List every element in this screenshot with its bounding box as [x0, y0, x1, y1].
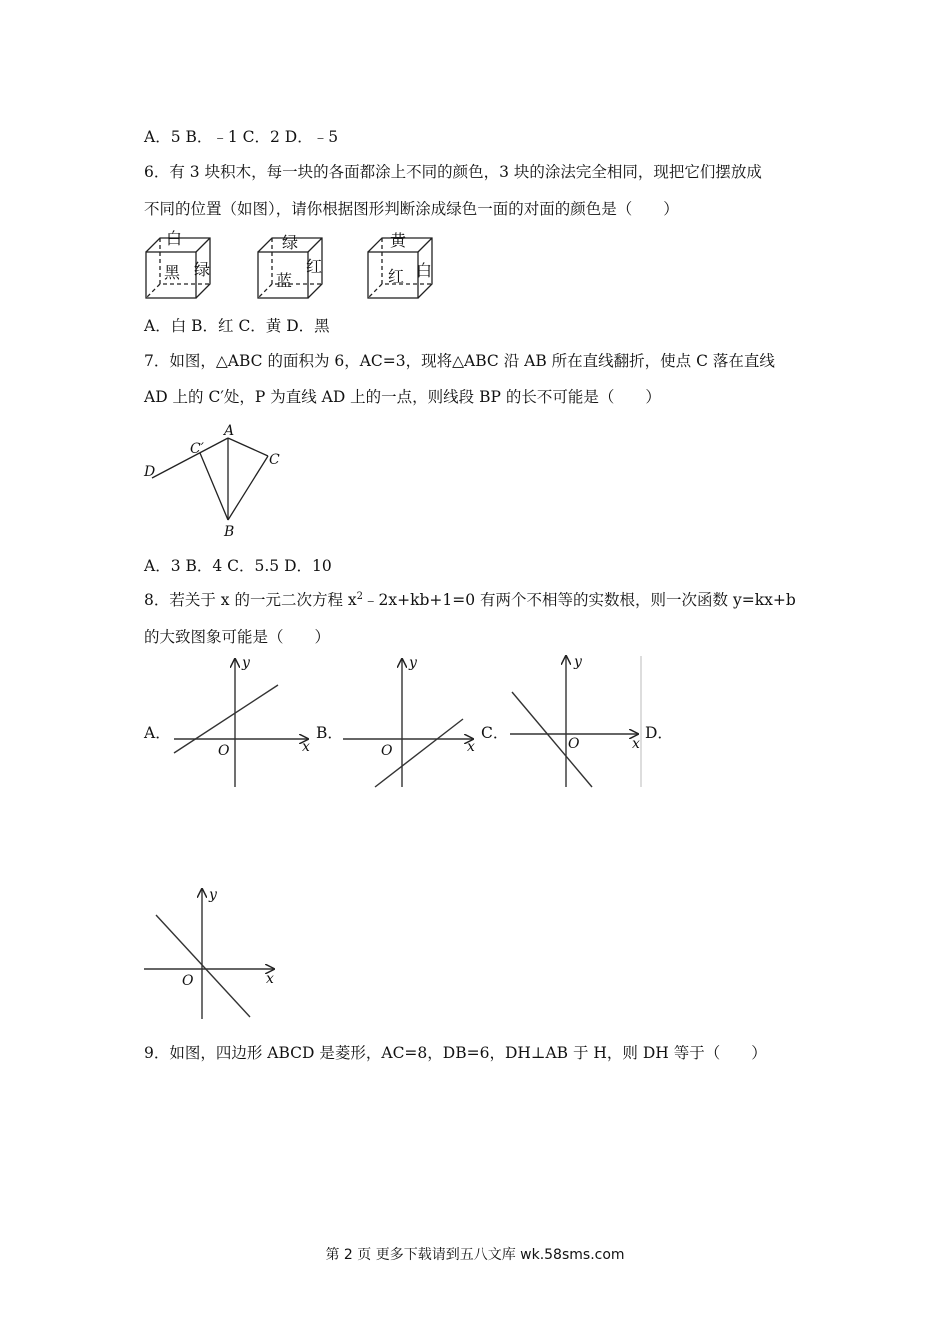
- q8-b-x-label: x: [467, 739, 475, 755]
- q6-options: A．白 B．红 C．黄 D．黑: [144, 317, 330, 335]
- q7-text-line2: AD 上的 C′处，P 为直线 AD 上的一点，则线段 BP 的长不可能是（ ）: [144, 388, 661, 406]
- page-footer: 第 2 页 更多下载请到五八文库 wk.58sms.com: [325, 1247, 625, 1263]
- cube2-front-label: 蓝: [276, 271, 293, 290]
- cube1-side-label: 绿: [194, 260, 211, 279]
- q7-label-b: B: [224, 524, 235, 540]
- q8-option-c-label: C．: [481, 724, 509, 742]
- q8-option-b-label: B．: [316, 724, 343, 742]
- q7-text-line1: 7．如图，△ABC 的面积为 6，AC=3，现将△ABC 沿 AB 所在直线翻折，使点 C 落在直线: [144, 352, 775, 370]
- q8-d-y-label: y: [209, 887, 217, 903]
- q8-c-origin-label: O: [568, 736, 580, 752]
- cube2-top-label: 绿: [282, 233, 299, 252]
- q8-graph-b: [341, 655, 479, 790]
- q8-option-a-label: A．: [144, 724, 171, 742]
- q8-a-x-label: x: [302, 739, 310, 755]
- q5-options: A．5 B．﹣1 C．2 D．﹣5: [144, 128, 339, 146]
- q7-label-c-prime: C′: [190, 441, 204, 457]
- q8-text-line2: 的大致图象可能是（ ）: [144, 628, 331, 646]
- q8-d-x-label: x: [266, 971, 274, 987]
- q8-c-x-label: x: [632, 736, 640, 752]
- q8-b-y-label: y: [409, 655, 417, 671]
- q7-triangle-figure: [140, 420, 285, 540]
- cube3-side-label: 白: [416, 261, 433, 280]
- cube3-top-label: 黄: [390, 231, 407, 250]
- q8-text-line1-b: ﹣2x+kb+1=0 有两个不相等的实数根，则一次函数 y=kx+b: [363, 591, 796, 609]
- q8-a-y-label: y: [242, 655, 250, 671]
- q8-graph-d: [142, 885, 280, 1021]
- cube3-front-label: 红: [388, 267, 405, 286]
- q7-label-c: C: [269, 452, 280, 468]
- cube2-side-label: 红: [306, 257, 323, 276]
- q8-c-y-label: y: [574, 654, 582, 670]
- q8-exponent: 2: [356, 590, 364, 602]
- q8-graph-c: [508, 650, 644, 790]
- q6-text-line2: 不同的位置（如图），请你根据图形判断涂成绿色一面的对面的颜色是（ ）: [144, 200, 679, 218]
- q8-option-d-label: D．: [645, 724, 673, 742]
- q9-text-line1: 9．如图，四边形 ABCD 是菱形，AC=8，DB=6，DH⊥AB 于 H，则 DH 等于（ ）: [144, 1044, 767, 1062]
- q8-graph-a: [172, 655, 314, 790]
- q7-options: A．3 B．4 C．5.5 D．10: [144, 557, 332, 575]
- cube1-front-label: 黑: [164, 263, 181, 282]
- q7-label-d: D: [144, 464, 156, 480]
- q8-b-origin-label: O: [381, 743, 393, 759]
- cube1-top-label: 白: [166, 230, 183, 248]
- q6-cubes-figure: [142, 230, 442, 302]
- q8-d-origin-label: O: [182, 973, 194, 989]
- q8-text-line1: [144, 590, 796, 610]
- q7-label-a: A: [224, 423, 235, 439]
- q6-text-line1: 6．有 3 块积木，每一块的各面都涂上不同的颜色，3 块的涂法完全相同，现把它们摆放成: [144, 163, 762, 181]
- q8-a-origin-label: O: [218, 743, 230, 759]
- q8-text-line1-a: 8．若关于 x 的一元二次方程 x: [144, 591, 357, 609]
